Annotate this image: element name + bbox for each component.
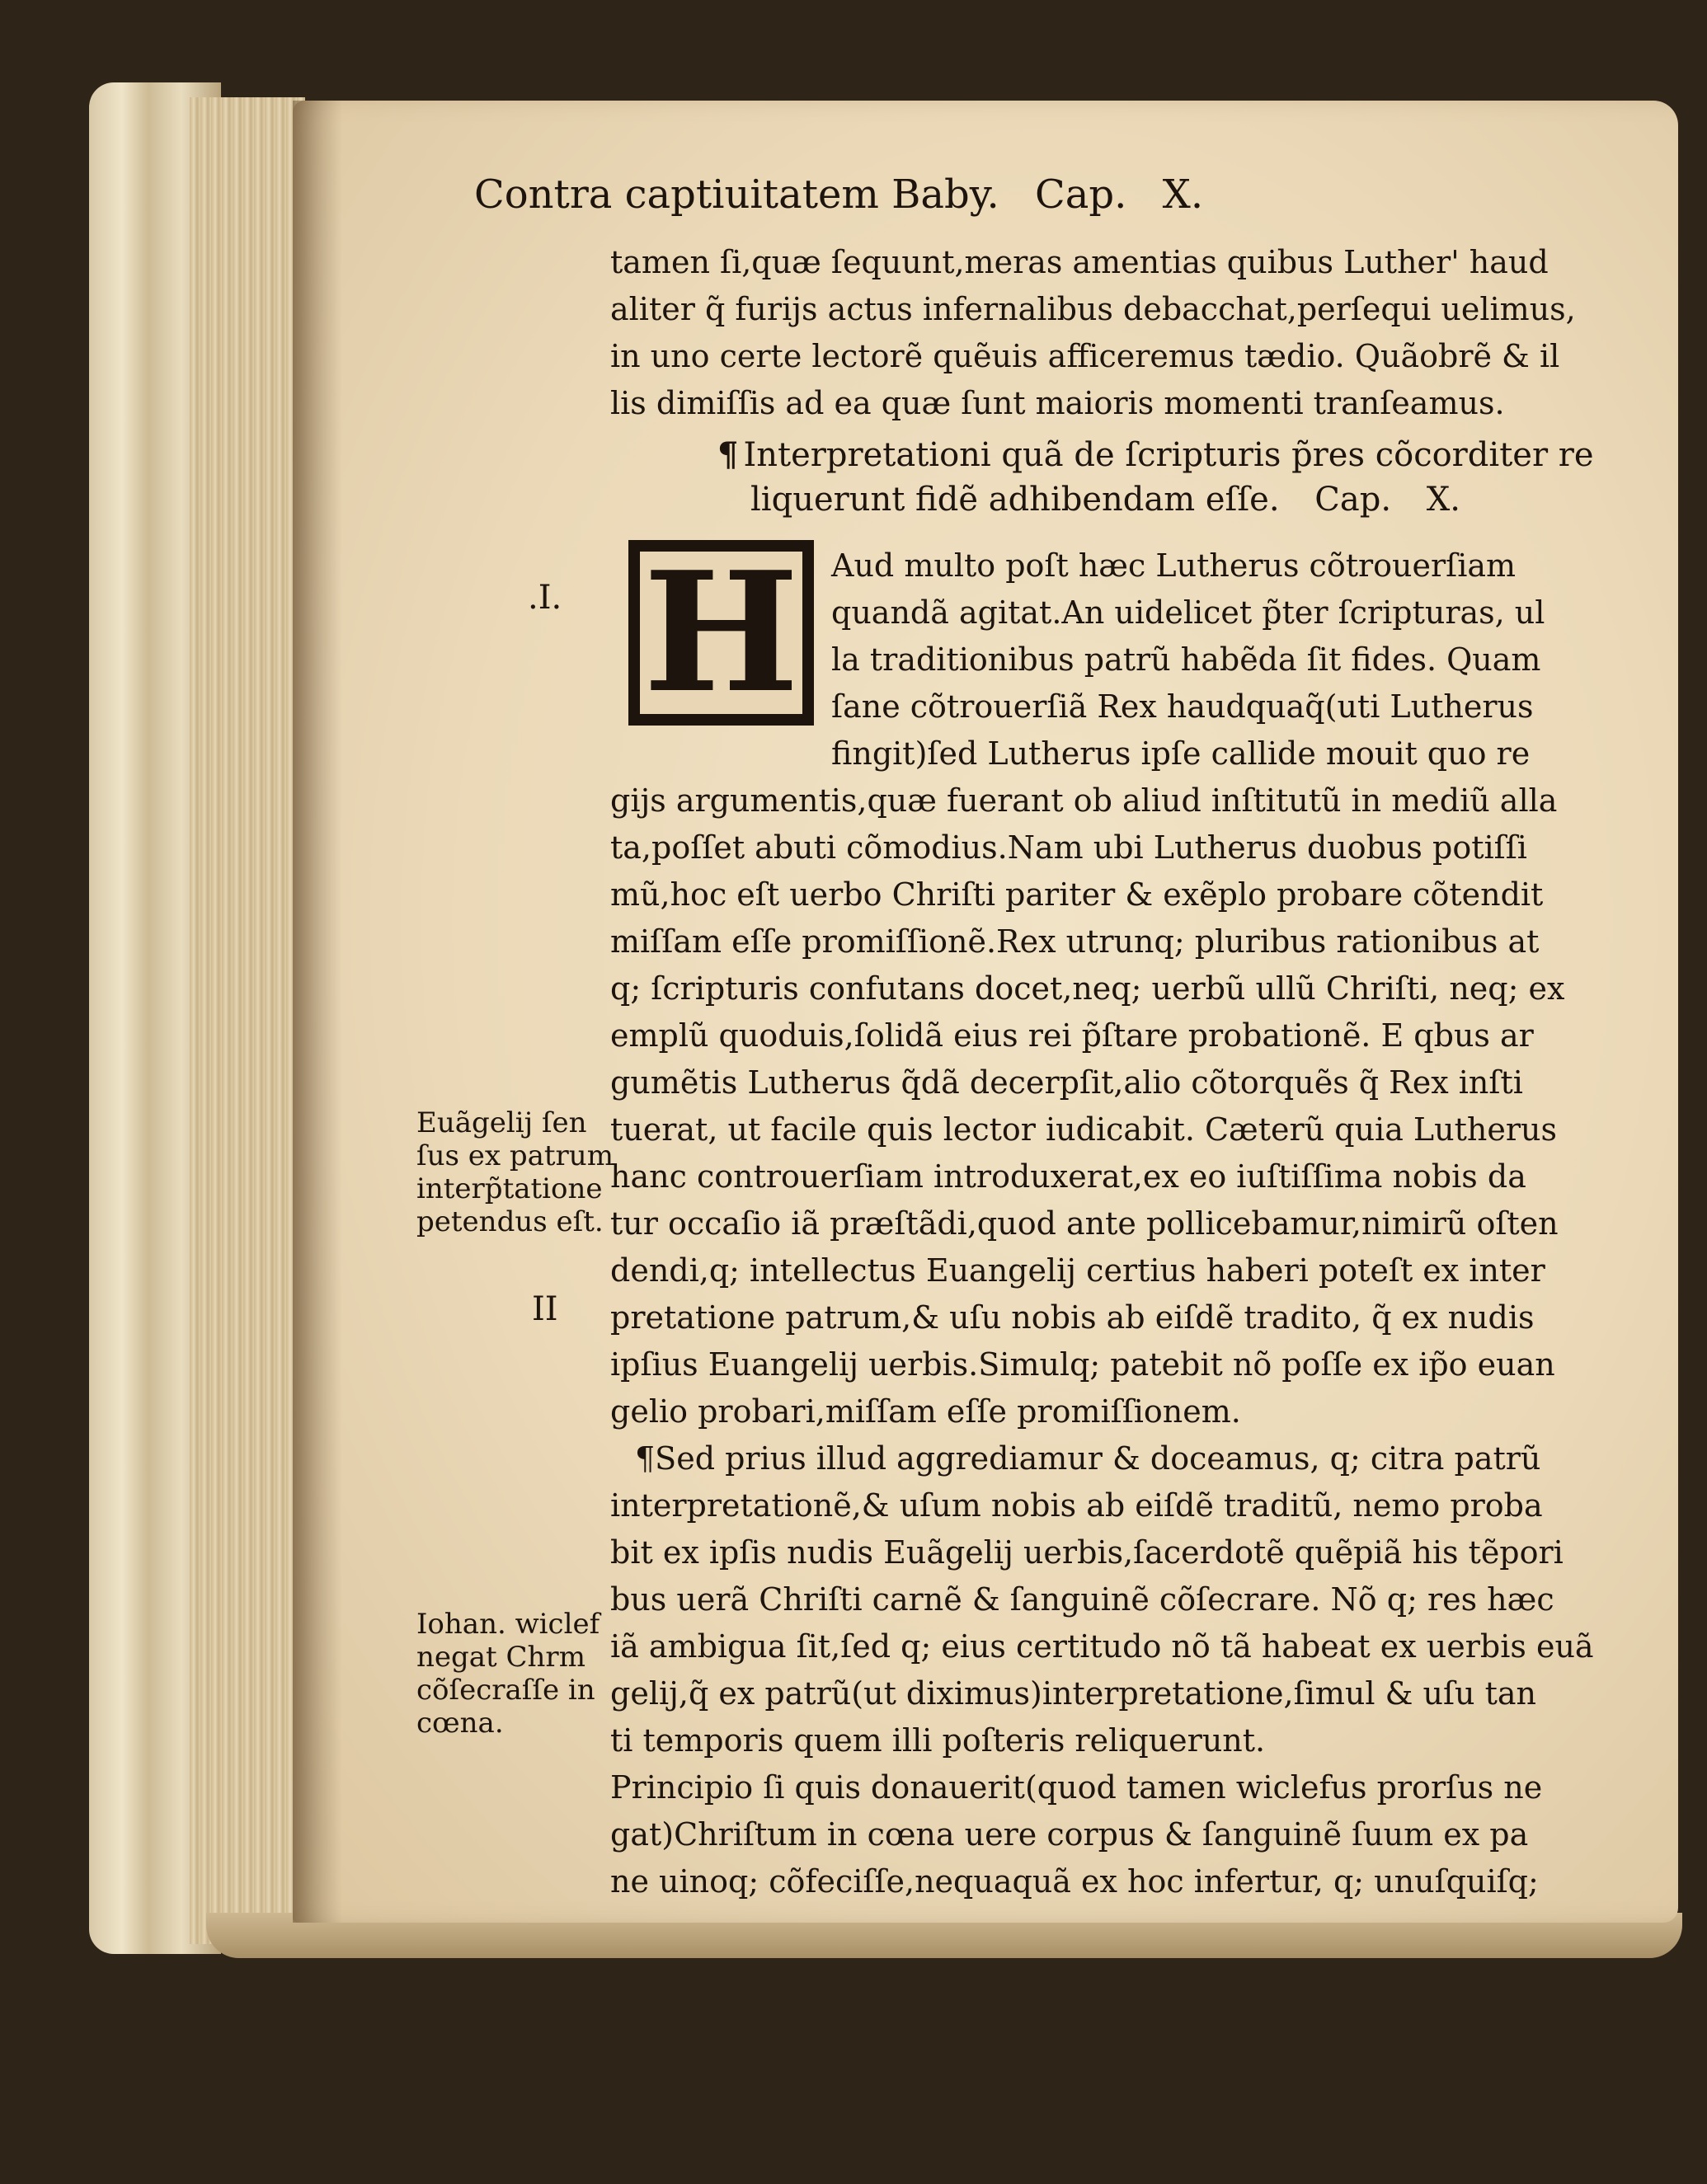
margin-note-line: negat Chrm — [416, 1641, 585, 1674]
initial-letter: H — [643, 535, 799, 730]
text-line: lis dimiſſis ad ea quæ ſunt maioris momenti tranſeamus. — [610, 385, 1505, 421]
text-line: emplũ quoduis,ſolidã eius rei p̃ſtare probationẽ. E qbus ar — [610, 1017, 1534, 1054]
margin-note-line: petendus eſt. — [416, 1205, 604, 1238]
text-line: Aud multo poſt hæc Lutherus cõtrouerſiam — [831, 547, 1517, 584]
running-head-number: X. — [1162, 171, 1204, 218]
text-line: dendi,q; intellectus Euangelij certius haberi poteſt ex inter — [610, 1252, 1545, 1289]
chapter-heading-cap: Cap. — [1314, 481, 1392, 519]
text-line: fingit)ſed Lutherus ipſe callide mouit quo re — [831, 735, 1531, 772]
text-line: q; ſcripturis confutans docet,neq; uerbũ ullũ Chriſti, neq; ex — [610, 970, 1565, 1007]
text-line: pretatione patrum,& uſu nobis ab eiſdẽ tradito, q̃ ex nudis — [610, 1299, 1535, 1336]
text-line: ti temporis quem illi poſteris reliquerunt. — [610, 1722, 1266, 1759]
text-line: ta,poſſet abuti cõmodius.Nam ubi Lutherus duobus potiſſi — [610, 829, 1527, 866]
body-text — [610, 777, 1594, 1905]
text-line: hanc controuerſiam introduxerat,ex eo iuſtiſſima nobis da — [610, 1158, 1526, 1195]
margin-note-line: Euãgelij ſen — [416, 1106, 587, 1139]
chapter-heading-number: X. — [1426, 481, 1460, 519]
text-line: tur occaſio iã præſtãdi,quod ante pollicebamur,nimirũ oſten — [610, 1205, 1559, 1242]
text-line: tamen ſi,quæ ſequunt,meras amentias quibus Luther' haud — [610, 244, 1549, 280]
margin-note-line: cõſecraſſe in — [416, 1674, 595, 1707]
pilcrow-mark: ¶ — [717, 435, 739, 474]
text-line: quandã agitat.An uidelicet p̃ter ſcripturas, ul — [831, 594, 1545, 631]
chapter-heading-line2: liquerunt fidẽ adhibendam eſſe. — [750, 481, 1280, 519]
text-line: interpretationẽ,& uſum nobis ab eiſdẽ traditũ, nemo proba — [610, 1487, 1543, 1524]
text-line: ne uinoq; cõfeciſſe,nequaquã ex hoc infertur, q; unuſquiſq; — [610, 1863, 1539, 1900]
text-line: gumẽtis Lutherus q̃dã decerpſit,alio cõtorquẽs q̃ Rex inſti — [610, 1064, 1523, 1101]
text-line: iã ambigua ſit,ſed q; eius certitudo nõ tã habeat ex uerbis euã — [610, 1628, 1594, 1665]
text-line: gelio probari,miſſam eſſe promiſſionem. — [610, 1393, 1241, 1430]
text-line: gelij,q̃ ex patrũ(ut diximus)interpretatione,ſimul & uſu tan — [610, 1675, 1536, 1712]
woodcut-initial — [628, 535, 814, 730]
text-line: gat)Chriſtum in cœna uere corpus & ſanguinẽ ſuum ex pa — [610, 1816, 1529, 1853]
margin-numeral-2: II — [532, 1290, 558, 1328]
text-line: in uno certe lectorẽ quẽuis afficeremus tædio. Quãobrẽ & il — [610, 338, 1560, 374]
text-line: miſſam eſſe promiſſionẽ.Rex utrunq; pluribus rationibus at — [610, 923, 1540, 960]
chapter-heading-line1: Interpretationi quã de ſcripturis p̃res cõcorditer re — [743, 436, 1594, 474]
running-head — [474, 171, 1422, 218]
text-line: Principio ſi quis donauerit(quod tamen wiclefus prorſus ne — [610, 1769, 1543, 1806]
text-line: bit ex ipſis nudis Euãgelij uerbis,ſacerdotẽ quẽpiã his tẽpori — [610, 1534, 1564, 1571]
page-edges — [190, 97, 305, 1944]
margin-note-line: cœna. — [416, 1707, 504, 1740]
intro-paragraph — [610, 239, 1576, 427]
text-line: ſane cõtrouerſiã Rex haudquaq̃(uti Lutherus — [831, 688, 1534, 725]
text-line: aliter q̃ furijs actus infernalibus debacchat,perſequi uelimus, — [610, 291, 1576, 327]
gutter-shadow — [293, 101, 342, 1923]
margin-note-line: ſus ex patrum — [416, 1139, 614, 1172]
running-head-cap: Cap. — [1035, 171, 1127, 218]
running-head-title: Contra captiuitatem Baby. — [474, 171, 999, 218]
margin-note-wiclef — [416, 1608, 600, 1740]
chapter-heading — [717, 433, 1707, 522]
margin-note-gospel-sense — [416, 1106, 614, 1238]
text-line: gijs argumentis,quæ fuerant ob aliud inſtitutũ in mediũ alla — [610, 782, 1558, 819]
initial-paragraph — [831, 542, 1557, 777]
text-line: ipſius Euangelij uerbis.Simulq; patebit nõ poſſe ex ip̃o euan — [610, 1346, 1555, 1383]
text-line: tuerat, ut facile quis lector iudicabit. Cæterũ quia Lutherus — [610, 1111, 1558, 1148]
margin-numeral-1: .I. — [528, 579, 562, 617]
margin-note-line: interp̃tatione — [416, 1172, 603, 1205]
text-line: mũ,hoc eſt uerbo Chriſti pariter & exẽplo probare cõtendit — [610, 876, 1544, 913]
text-line: bus uerã Chriſti carnẽ & ſanguinẽ cõſecrare. Nõ q; res hæc — [610, 1581, 1554, 1618]
text-line: la traditionibus patrũ habẽda ſit fides. Quam — [831, 641, 1541, 678]
margin-note-line: Iohan. wiclef — [416, 1608, 600, 1641]
text-line: ¶Sed prius illud aggrediamur & doceamus, q; citra patrũ — [635, 1440, 1541, 1477]
